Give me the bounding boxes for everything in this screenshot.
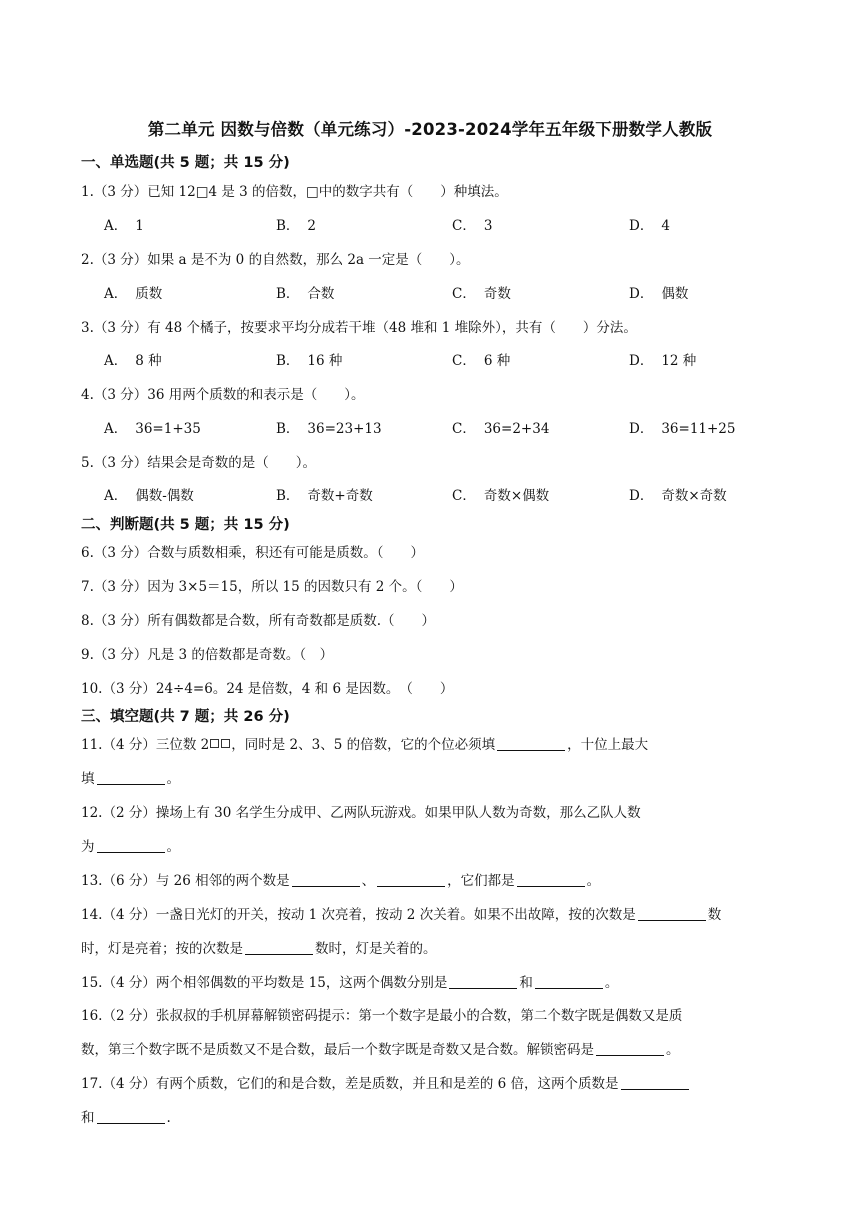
- question-10: 10.（3 分）24÷4=6。24 是倍数，4 和 6 是因数。 （ ）: [81, 681, 454, 697]
- empty-box-icon: [221, 739, 230, 748]
- question-2-options: [104, 282, 804, 302]
- answer-blank[interactable]: [596, 1041, 664, 1056]
- option-a: A． 8 种: [104, 353, 162, 369]
- answer-blank[interactable]: [292, 872, 360, 887]
- option-d: D． 奇数×奇数: [629, 488, 727, 504]
- option-c: C． 36=2+34: [452, 421, 550, 437]
- option-d: D． 偶数: [629, 286, 689, 302]
- option-b: B． 合数: [276, 286, 335, 302]
- question-17: 17.（4 分）有两个质数，它们的和是合数，差是质数，并且和是差的 6 倍，这两个质数是: [81, 1072, 691, 1092]
- answer-blank[interactable]: [449, 974, 517, 989]
- answer-blank[interactable]: [621, 1075, 689, 1090]
- option-c: C． 3: [452, 218, 493, 234]
- question-8: 8.（3 分）所有偶数都是合数，所有奇数都是质数.（ ）: [81, 613, 436, 629]
- section-heading-fill-blank: 三、填空题(共 7 题；共 26 分): [81, 709, 290, 725]
- question-9: 9.（3 分）凡是 3 的倍数都是奇数。（ ）: [81, 647, 334, 663]
- page-title: 第二单元 因数与倍数（单元练习）-2023-2024学年五年级下册数学人教版: [147, 120, 713, 139]
- question-5: 5.（3 分）结果会是奇数的是（ ）。: [81, 455, 317, 471]
- option-c: C． 6 种: [452, 353, 511, 369]
- question-2: 2.（3 分）如果 a 是不为 0 的自然数，那么 2a 一定是（ ）。: [81, 252, 470, 268]
- answer-blank[interactable]: [377, 872, 445, 887]
- option-a: A． 偶数-偶数: [104, 488, 194, 504]
- option-a: A． 1: [104, 218, 144, 234]
- question-15: 15.（4 分）两个相邻偶数的平均数是 15，这两个偶数分别是 和 。: [81, 975, 619, 991]
- option-c: C． 奇数: [452, 286, 511, 302]
- question-16: 16.（2 分）张叔叔的手机屏幕解锁密码提示：第一个数字是最小的合数，第二个数字既是偶数又是质: [81, 1008, 683, 1024]
- option-d: D． 12 种: [629, 353, 697, 369]
- option-d: D． 4: [629, 218, 670, 234]
- answer-blank[interactable]: [535, 974, 603, 989]
- option-a: A． 质数: [104, 286, 163, 302]
- question-11-cont: 填 。: [81, 771, 180, 787]
- question-17-cont: 和 .: [81, 1110, 171, 1126]
- question-6: 6.（3 分）合数与质数相乘，积还有可能是质数。（ ）: [81, 545, 425, 561]
- answer-blank[interactable]: [97, 770, 165, 785]
- question-12: 12.（2 分）操场上有 30 名学生分成甲、乙两队玩游戏。如果甲队人数为奇数，那么乙队人数: [81, 805, 641, 821]
- empty-box-icon: [210, 739, 219, 748]
- option-c: C． 奇数×偶数: [452, 488, 550, 504]
- question-3: 3.（3 分）有 48 个橘子，按要求平均分成若干堆（48 堆和 1 堆除外），共有（ ）分法。: [81, 320, 637, 336]
- answer-blank[interactable]: [245, 940, 313, 955]
- section-heading-true-false: 二、判断题(共 5 题；共 15 分): [81, 517, 290, 533]
- answer-blank[interactable]: [638, 906, 706, 921]
- answer-blank[interactable]: [497, 736, 565, 751]
- question-4: 4.（3 分）36 用两个质数的和表示是（ ）。: [81, 387, 365, 403]
- option-b: B． 36=23+13: [276, 421, 382, 437]
- question-7: 7.（3 分）因为 3×5＝15，所以 15 的因数只有 2 个。（ ）: [81, 579, 463, 595]
- question-11: 11.（4 分）三位数 2 ，同时是 2、3、5 的倍数，它的个位必须填 ，十位上最大: [81, 737, 649, 753]
- question-14: 14.（4 分）一盏日光灯的开关，按动 1 次亮着，按动 2 次关着。如果不出故障，按的次数是 数: [81, 907, 722, 923]
- question-5-options: [104, 484, 804, 504]
- question-4-options: [104, 417, 804, 437]
- question-16-cont: 数，第三个数字既不是质数又不是合数，最后一个数字既是奇数又是合数。解锁密码是 。: [81, 1042, 680, 1058]
- question-13: 13.（6 分）与 26 相邻的两个数是 、 ，它们都是 。: [81, 873, 601, 889]
- answer-blank[interactable]: [97, 838, 165, 853]
- section-heading-single-choice: 一、单选题(共 5 题；共 15 分): [81, 155, 290, 171]
- question-1-options: [104, 214, 804, 234]
- question-3-options: [104, 349, 804, 369]
- answer-blank[interactable]: [517, 872, 585, 887]
- option-b: B． 16 种: [276, 353, 343, 369]
- option-b: B． 奇数+奇数: [276, 488, 373, 504]
- option-b: B． 2: [276, 218, 317, 234]
- question-14-cont: 时，灯是亮着；按的次数是 数时，灯是关着的。: [81, 941, 437, 957]
- question-1: 1.（3 分）已知 12□4 是 3 的倍数，□中的数字共有（ ）种填法。: [81, 184, 508, 200]
- option-d: D． 36=11+25: [629, 421, 736, 437]
- answer-blank[interactable]: [97, 1109, 165, 1124]
- question-12-cont: 为 。: [81, 839, 180, 855]
- option-a: A． 36=1+35: [104, 421, 201, 437]
